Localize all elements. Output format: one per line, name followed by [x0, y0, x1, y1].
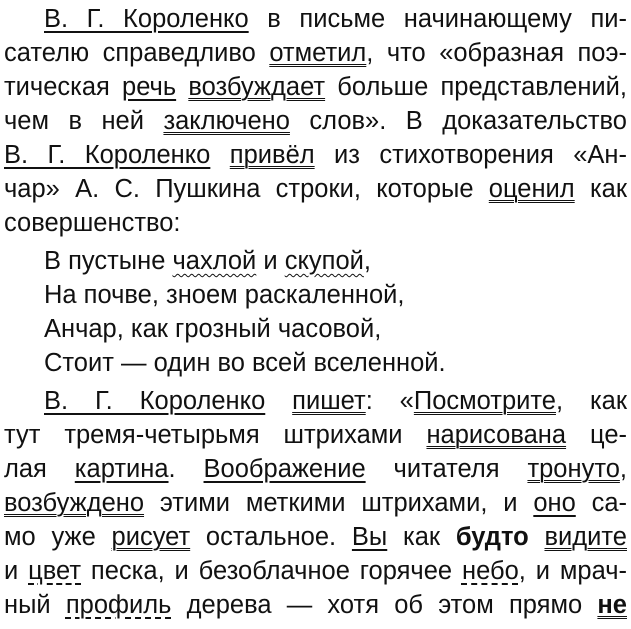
object-word: небо [461, 557, 519, 585]
predicate-word: оценил [488, 175, 575, 203]
text-line [4, 104, 627, 138]
text-segment: слов». В доказательство [289, 107, 627, 135]
text-segment [210, 141, 229, 169]
text-segment [265, 387, 292, 415]
bold-predicate-word: не [597, 591, 627, 619]
text-segment: в письме начинающему пи- [248, 5, 627, 33]
text-line [4, 36, 627, 70]
object-word: профиль [65, 591, 172, 619]
text-segment: са- [575, 489, 628, 517]
text-segment: Анчар, как грозный часовой, [44, 315, 382, 343]
text-line [44, 384, 627, 418]
verse-line [44, 346, 446, 380]
text-segment: . [168, 455, 204, 483]
text-segment [176, 73, 188, 101]
text-segment: Стоит — один во всей вселенной. [44, 349, 446, 377]
text-segment: и [256, 247, 285, 275]
text-segment: песка, и безоблачное горячее [81, 557, 462, 585]
subject-phrase: В. Г. Короленко [44, 5, 249, 33]
text-line [4, 486, 627, 520]
text-segment: : « [365, 387, 414, 415]
text-segment: больше представлений, [325, 73, 627, 101]
text-segment: тут тремя-четырьмя штрихами [4, 421, 427, 449]
predicate-word: нарисована [426, 421, 567, 449]
object-word: цвет [28, 557, 82, 585]
text-segment: В пустыне [44, 247, 173, 275]
text-segment: из стихотворения «Ан- [314, 141, 627, 169]
subject-phrase: В. Г. Короленко [44, 387, 266, 415]
predicate-word: видите [544, 523, 627, 551]
text-segment: , что «образная поэ- [366, 39, 627, 67]
text-line [4, 70, 627, 104]
text-line [4, 452, 627, 486]
text-segment [529, 523, 545, 551]
text-segment: дерева — хотя об этом прямо [171, 591, 598, 619]
text-segment: тическая [4, 73, 123, 101]
attribute-word: чахлой [172, 247, 257, 275]
subject-word: Воображение [203, 455, 366, 483]
verse-line [44, 312, 381, 346]
text-segment: На почве, зноем раскаленной, [44, 281, 405, 309]
text-segment: лая [4, 455, 75, 483]
text-segment: и [4, 557, 29, 585]
text-segment: совершенство: [4, 209, 181, 237]
predicate-word: рисует [111, 523, 191, 551]
text-segment: , [363, 247, 371, 275]
predicate-word: возбуждено [4, 489, 145, 517]
text-segment: сателю справедливо [4, 39, 270, 67]
text-segment: как [574, 175, 628, 203]
predicate-word: тронуто [527, 455, 620, 483]
text-line [4, 554, 627, 588]
text-segment: , [619, 455, 627, 483]
text-line [4, 520, 627, 554]
subject-word: картина [74, 455, 169, 483]
text-segment: мо уже [4, 523, 112, 551]
text-segment: чем в ней [4, 107, 164, 135]
text-segment: ный [4, 591, 66, 619]
text-segment: как [387, 523, 456, 551]
text-segment: , как [555, 387, 627, 415]
verse-line [44, 278, 405, 312]
bold-word: будто [455, 523, 529, 551]
predicate-word: привёл [229, 141, 315, 169]
predicate-word: отметил [269, 39, 367, 67]
attribute-word: скупой [284, 247, 364, 275]
text-line [4, 418, 627, 452]
predicate-word: Посмотрите [413, 387, 556, 415]
text-segment: этими меткими штрихами, и [144, 489, 534, 517]
text-line [4, 206, 627, 240]
subject-word: речь [122, 73, 177, 101]
text-segment: чар» А. С. Пушкина строки, которые [4, 175, 489, 203]
subject-word: оно [533, 489, 576, 517]
predicate-word: пишет [292, 387, 366, 415]
text-line [4, 588, 627, 622]
subject-phrase: В. Г. Короленко [4, 141, 211, 169]
text-segment: , и мрач- [518, 557, 627, 585]
verse-line [44, 244, 371, 278]
subject-word: Вы [351, 523, 388, 551]
text-segment: це- [566, 421, 627, 449]
text-line [44, 2, 627, 36]
text-segment: читателя [365, 455, 528, 483]
text-line [4, 138, 627, 172]
text-segment: остальное. [190, 523, 352, 551]
predicate-word: заключено [163, 107, 290, 135]
predicate-word: возбуждает [188, 73, 326, 101]
text-line [4, 172, 627, 206]
